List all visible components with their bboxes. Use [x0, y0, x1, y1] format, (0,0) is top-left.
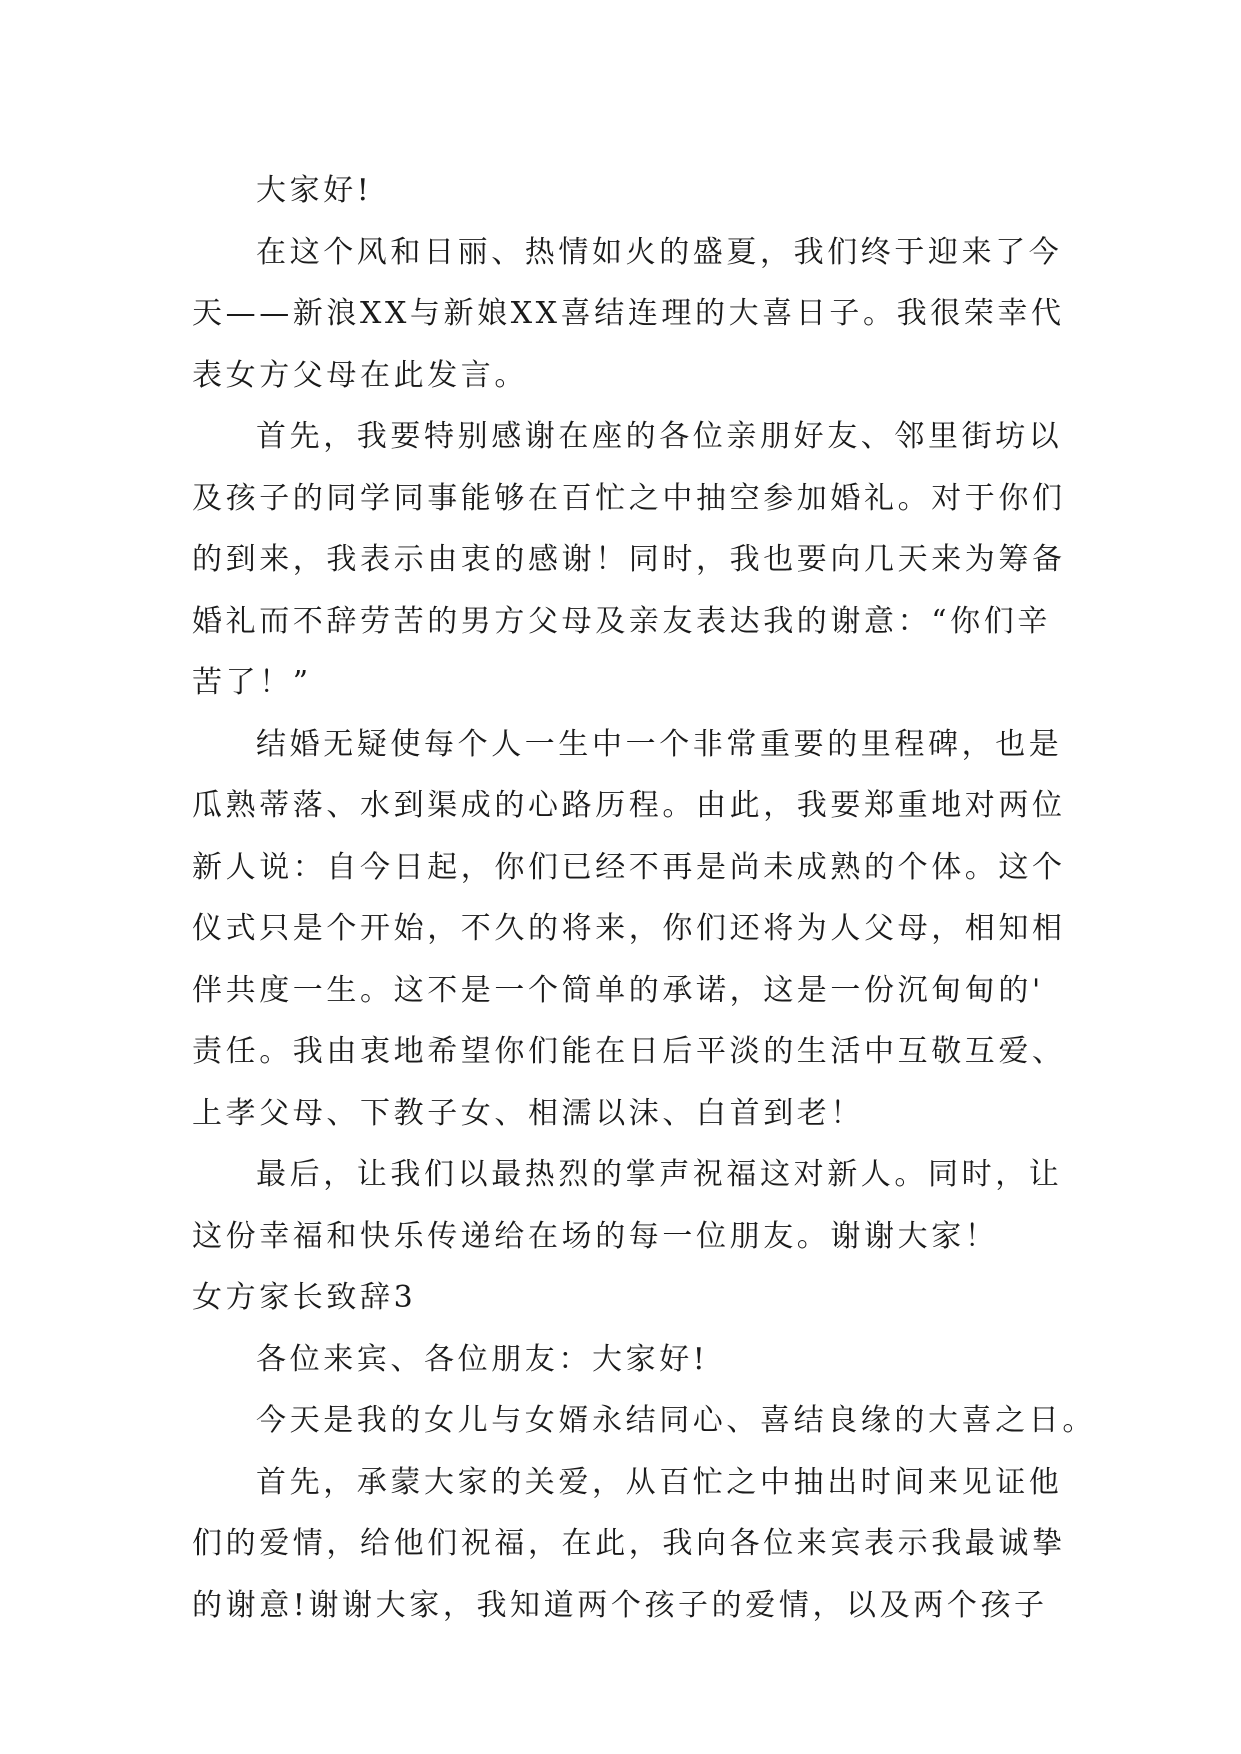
paragraph-line: 首先，我要特别感谢在座的各位亲朋好友、邻里街坊以	[256, 419, 1063, 454]
paragraph-line: 苦了！”	[192, 665, 312, 700]
paragraph-line: 伴共度一生。这不是一个简单的承诺，这是一份沉甸甸的'	[192, 972, 1044, 1008]
section-heading: 女方家长致辞3	[192, 1280, 417, 1315]
paragraph-line: 仪式只是个开始，不久的将来，你们还将为人父母，相知相	[192, 911, 1066, 946]
paragraph-line: 的谢意!谢谢大家，我知道两个孩子的爱情，以及两个孩子	[192, 1587, 1048, 1623]
paragraph-line: 结婚无疑使每个人一生中一个非常重要的里程碑，也是	[256, 726, 1063, 762]
paragraph-line: 新人说：自今日起，你们已经不再是尚未成熟的个体。这个	[192, 849, 1066, 885]
paragraph-line: 今天是我的女儿与女婿永结同心、喜结良缘的大喜之日。	[256, 1403, 1096, 1438]
paragraph-line: 上孝父母、下教子女、相濡以沫、白首到老！	[192, 1095, 864, 1131]
paragraph-line: 在这个风和日丽、热情如火的盛夏，我们终于迎来了今	[256, 234, 1063, 270]
paragraph-line: 婚礼而不辞劳苦的男方父母及亲友表达我的谢意：“你们辛	[192, 603, 1051, 639]
paragraph-line: 天——新浪XX与新娘XX喜结连理的大喜日子。我很荣幸代	[192, 296, 1065, 331]
paragraph-line: 最后，让我们以最热烈的掌声祝福这对新人。同时，让	[256, 1157, 1063, 1192]
paragraph-line: 责任。我由衷地希望你们能在日后平淡的生活中互敬互爱、	[192, 1034, 1066, 1069]
paragraph-line: 们的爱情，给他们祝福，在此，我向各位来宾表示我最诚挚	[192, 1526, 1066, 1561]
paragraph-line: 瓜熟蒂落、水到渠成的心路历程。由此，我要郑重地对两位	[192, 788, 1066, 823]
salutation-line: 各位来宾、各位朋友：大家好!	[256, 1341, 709, 1377]
paragraph-line: 这份幸福和快乐传递给在场的每一位朋友。谢谢大家！	[192, 1218, 999, 1254]
paragraph-line: 的到来，我表示由衷的感谢！同时，我也要向几天来为筹备	[192, 542, 1066, 577]
greeting-line: 大家好!	[256, 173, 373, 208]
document-body	[192, 160, 1096, 1636]
paragraph-line: 首先，承蒙大家的关爱，从百忙之中抽出时间来见证他	[256, 1464, 1063, 1500]
paragraph-line: 表女方父母在此发言。	[192, 357, 528, 393]
paragraph-line: 及孩子的同学同事能够在百忙之中抽空参加婚礼。对于你们	[192, 480, 1066, 516]
